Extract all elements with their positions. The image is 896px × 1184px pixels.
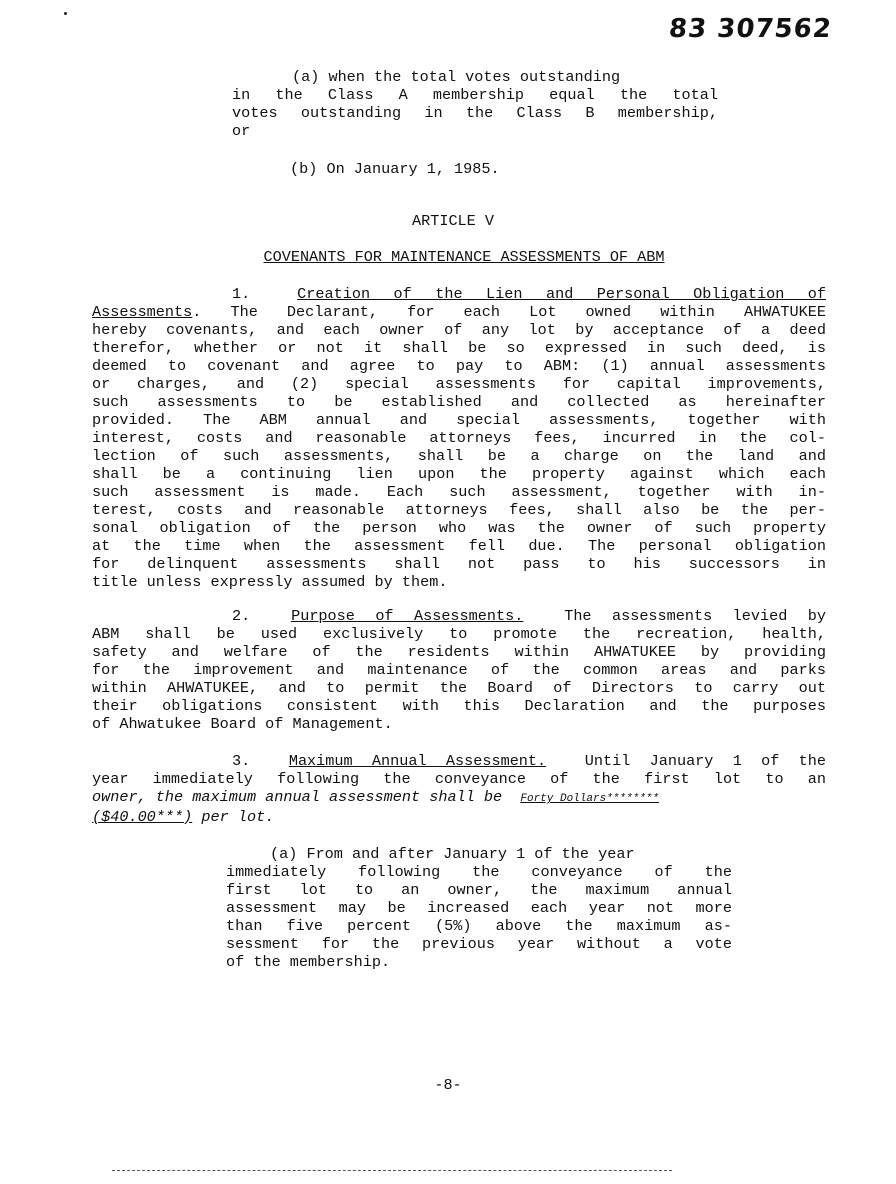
section-2-heading: Purpose of Assessments. bbox=[291, 607, 524, 625]
subclause-a-body bbox=[226, 863, 732, 971]
section-1-line: or charges, and (2) special assessments for capital improvements, bbox=[92, 375, 826, 393]
section-1-heading-line bbox=[92, 285, 826, 303]
section-3-number: 3. bbox=[232, 752, 251, 770]
section-1-line-text: . The Declarant, for each Lot owned within AHWATUKEE bbox=[192, 303, 826, 321]
section-2 bbox=[92, 607, 826, 733]
subclause-a-line: than five percent (5%) above the maximum as- bbox=[226, 917, 732, 935]
section-2-line: of Ahwatukee Board of Management. bbox=[92, 715, 393, 733]
section-1-line: therefor, whether or not it shall be so expressed in such deed, is bbox=[92, 339, 826, 357]
section-2-number: 2. bbox=[232, 607, 251, 625]
section-1-line: title unless expressly assumed by them. bbox=[92, 573, 448, 591]
section-2-line: for the improvement and maintenance of the common areas and parks bbox=[92, 661, 826, 679]
section-2-line: their obligations consistent with this Declaration and the purposes bbox=[92, 697, 826, 715]
section-1-line: lection of such assessments, shall be a charge on the land and bbox=[92, 447, 826, 465]
subclause-a-line: immediately following the conveyance of the bbox=[226, 863, 732, 881]
section-2-line-text: The assessments levied by bbox=[564, 607, 826, 625]
section-1-line: provided. The ABM annual and special assessments, together with bbox=[92, 411, 826, 429]
subclause-a-line: assessment may be increased each year not more bbox=[226, 899, 732, 917]
section-3 bbox=[92, 752, 826, 826]
page-number: -8- bbox=[434, 1076, 462, 1094]
scan-footer-line bbox=[112, 1170, 672, 1171]
article-subtitle-wrap bbox=[0, 248, 896, 266]
assessment-amount-words: Forty Dollars******** bbox=[520, 793, 659, 805]
scan-speck bbox=[64, 12, 67, 15]
section-1-line bbox=[92, 303, 826, 321]
clause-a-line: or bbox=[232, 122, 251, 140]
section-1-line: such assessments to be established and collected as hereinafter bbox=[92, 393, 826, 411]
section-3-line-text: owner, the maximum annual assessment shall be bbox=[92, 788, 503, 806]
section-1-line: hereby covenants, and each owner of any lot by acceptance of a deed bbox=[92, 321, 826, 339]
clause-a-line: in the Class A membership equal the total bbox=[232, 86, 718, 104]
section-3-subclause-a bbox=[226, 845, 732, 971]
section-3-line bbox=[92, 808, 826, 826]
clause-a bbox=[232, 68, 718, 140]
section-1-line: deemed to covenant and agree to pay to ABM: (1) annual assessments bbox=[92, 357, 826, 375]
section-1-line: at the time when the assessment fell due. The personal obligation bbox=[92, 537, 826, 555]
clause-a-line: votes outstanding in the Class B membership, bbox=[232, 104, 718, 122]
subclause-a-line: (a) From and after January 1 of the year bbox=[270, 845, 635, 863]
section-2-heading-line bbox=[92, 607, 826, 625]
section-2-line: ABM shall be used exclusively to promote the recreation, health, bbox=[92, 625, 826, 643]
document-number-stamp: 83 307562 bbox=[667, 14, 834, 44]
clause-a-line: (a) when the total votes outstanding bbox=[292, 68, 621, 86]
section-1-number: 1. bbox=[232, 285, 251, 303]
subclause-a-line: of the membership. bbox=[226, 953, 391, 971]
section-2-line: safety and welfare of the residents within AHWATUKEE by providing bbox=[92, 643, 826, 661]
section-1-heading: Creation of the Lien and Personal Obligation of bbox=[297, 285, 826, 303]
section-1-line: for delinquent assessments shall not pass to his successors in bbox=[92, 555, 826, 573]
section-1-line: shall be a continuing lien upon the property against which each bbox=[92, 465, 826, 483]
section-1-line: interest, costs and reasonable attorneys fees, incurred in the col- bbox=[92, 429, 826, 447]
clause-a-body bbox=[232, 86, 718, 140]
clause-b: (b) On January 1, 1985. bbox=[290, 160, 500, 178]
subclause-a-line: first lot to an owner, the maximum annual bbox=[226, 881, 732, 899]
article-subtitle: COVENANTS FOR MAINTENANCE ASSESSMENTS OF ABM bbox=[263, 248, 665, 266]
section-3-line: year immediately following the conveyance of the first lot to an bbox=[92, 770, 826, 788]
section-3-line-text: per lot. bbox=[201, 808, 275, 826]
subclause-a-line: sessment for the previous year without a vote bbox=[226, 935, 732, 953]
section-3-heading-line bbox=[92, 752, 826, 770]
section-1-line: terest, costs and reasonable attorneys fees, shall also be the per- bbox=[92, 501, 826, 519]
section-3-line bbox=[92, 788, 826, 808]
section-1 bbox=[92, 285, 826, 591]
assessment-amount-figure: ($40.00***) bbox=[92, 808, 193, 826]
section-3-line-text: Until January 1 of the bbox=[584, 752, 826, 770]
section-2-line: within AHWATUKEE, and to permit the Board of Directors to carry out bbox=[92, 679, 826, 697]
section-1-line: sonal obligation of the person who was the owner of such property bbox=[92, 519, 826, 537]
section-1-line: such assessment is made. Each such assessment, together with in- bbox=[92, 483, 826, 501]
section-3-heading: Maximum Annual Assessment. bbox=[288, 752, 547, 770]
section-1-heading-cont: Assessments bbox=[92, 303, 193, 321]
article-title: ARTICLE V bbox=[411, 212, 495, 230]
